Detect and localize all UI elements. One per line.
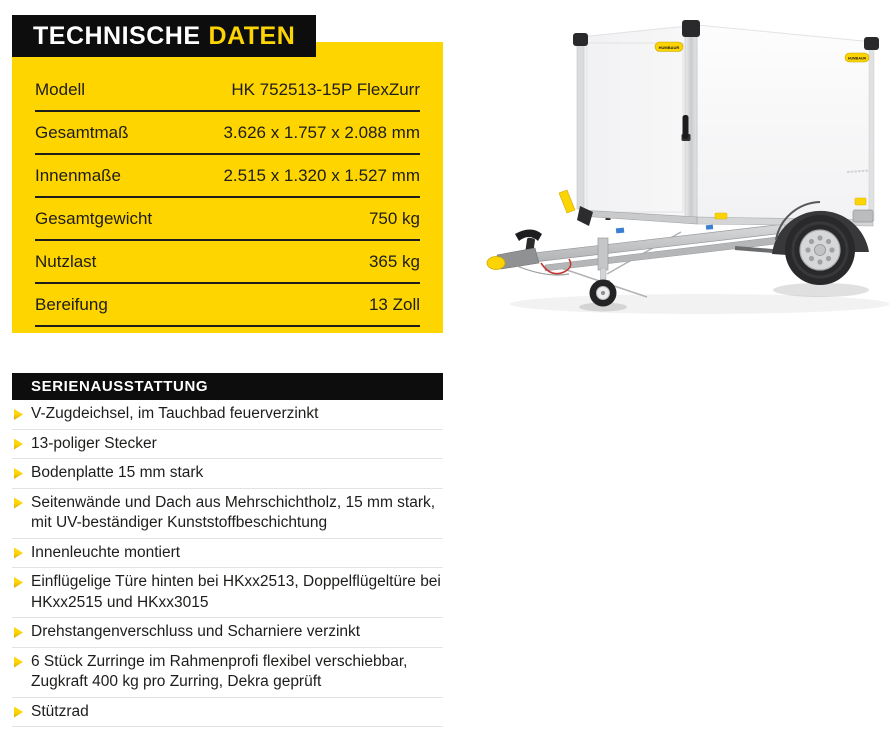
list-item-text: Einflügelige Türe hinten bei HKxx2513, Doppelflügeltüre bei HKxx2515 und HKxx3015 (31, 573, 441, 611)
table-row (35, 198, 420, 241)
row-label: Gesamtgewicht (35, 208, 153, 228)
coupling-cap (487, 257, 505, 270)
list-item (12, 459, 443, 489)
bullet-arrow-icon (14, 707, 23, 718)
row-label: Modell (35, 79, 86, 99)
row-label: Innenmaße (35, 165, 121, 185)
list-item-text: Innenleuchte montiert (31, 543, 181, 561)
table-row (35, 69, 420, 112)
bullet-arrow-icon (14, 439, 23, 450)
corner-cap-icon (682, 20, 700, 37)
header-word-technische: TECHNISCHE (33, 21, 201, 50)
trailer-product-photo (485, 10, 889, 322)
corner-reflector (559, 190, 575, 213)
equipment-title: SERIENAUSSTATTUNG (31, 378, 209, 395)
list-item (12, 648, 443, 698)
corner-cap-icon (573, 33, 588, 46)
box-body (559, 20, 879, 226)
humbaur-logo-badge (845, 53, 869, 62)
list-item-text: Bodenplatte 15 mm stark (31, 464, 204, 481)
ground-shadow (510, 283, 889, 314)
list-item-text: 6 Stück Zurringe im Rahmenprofi flexibel verschiebbar, Zugkraft 400 kg pro Zurring, Dekra geprüft (31, 652, 408, 690)
drawbar-assembly (487, 224, 797, 297)
list-item (12, 618, 443, 648)
humbaur-logo-text: HUMBAUR (847, 56, 867, 61)
list-item-text: 13-poliger Stecker (31, 434, 157, 452)
bullet-arrow-icon (14, 409, 23, 420)
list-item-text: Stützrad (31, 702, 89, 720)
bullet-arrow-icon (14, 627, 23, 638)
bullet-arrow-icon (14, 577, 23, 588)
equipment-list (12, 400, 443, 727)
list-item (12, 430, 443, 460)
row-value: 13 Zoll (368, 294, 420, 314)
rear-light (853, 210, 873, 222)
row-label: Gesamtmaß (35, 122, 129, 142)
tech-table (12, 69, 443, 327)
table-row (35, 112, 420, 155)
row-label: Bereifung (35, 294, 108, 314)
side-reflector (715, 213, 727, 219)
list-item (12, 698, 443, 728)
technical-data-panel (12, 42, 443, 333)
list-item (12, 400, 443, 430)
rear-marker (855, 198, 866, 205)
table-row (35, 284, 420, 327)
table-row (35, 155, 420, 198)
equipment-header (12, 373, 443, 400)
bullet-arrow-icon (14, 498, 23, 509)
bullet-arrow-icon (14, 548, 23, 559)
humbaur-logo-text: HUMBAUR (658, 45, 680, 50)
list-item-text: Drehstangenverschluss und Scharniere verzinkt (31, 623, 361, 640)
row-value: 3.626 x 1.757 x 2.088 mm (223, 122, 420, 142)
row-value: 750 kg (368, 208, 420, 228)
row-value: HK 752513-15P FlexZurr (231, 79, 420, 99)
technical-data-header (12, 15, 316, 57)
corner-cap-icon (864, 37, 879, 50)
list-item (12, 489, 443, 539)
table-row (35, 241, 420, 284)
list-item-text: V-Zugdeichsel, im Tauchbad feuerverzinkt (31, 405, 319, 422)
bullet-arrow-icon (14, 657, 23, 668)
list-item-text: Seitenwände und Dach aus Mehrschichtholz, 15 mm stark, mit UV-beständiger Kunststoffbeschichtung (31, 493, 436, 531)
humbaur-logo-badge (655, 42, 683, 52)
list-item (12, 539, 443, 569)
row-value: 2.515 x 1.320 x 1.527 mm (223, 165, 420, 185)
list-item (12, 568, 443, 618)
row-value: 365 kg (368, 251, 420, 271)
bullet-arrow-icon (14, 468, 23, 479)
header-word-daten: DATEN (208, 21, 296, 50)
row-label: Nutzlast (35, 251, 97, 271)
